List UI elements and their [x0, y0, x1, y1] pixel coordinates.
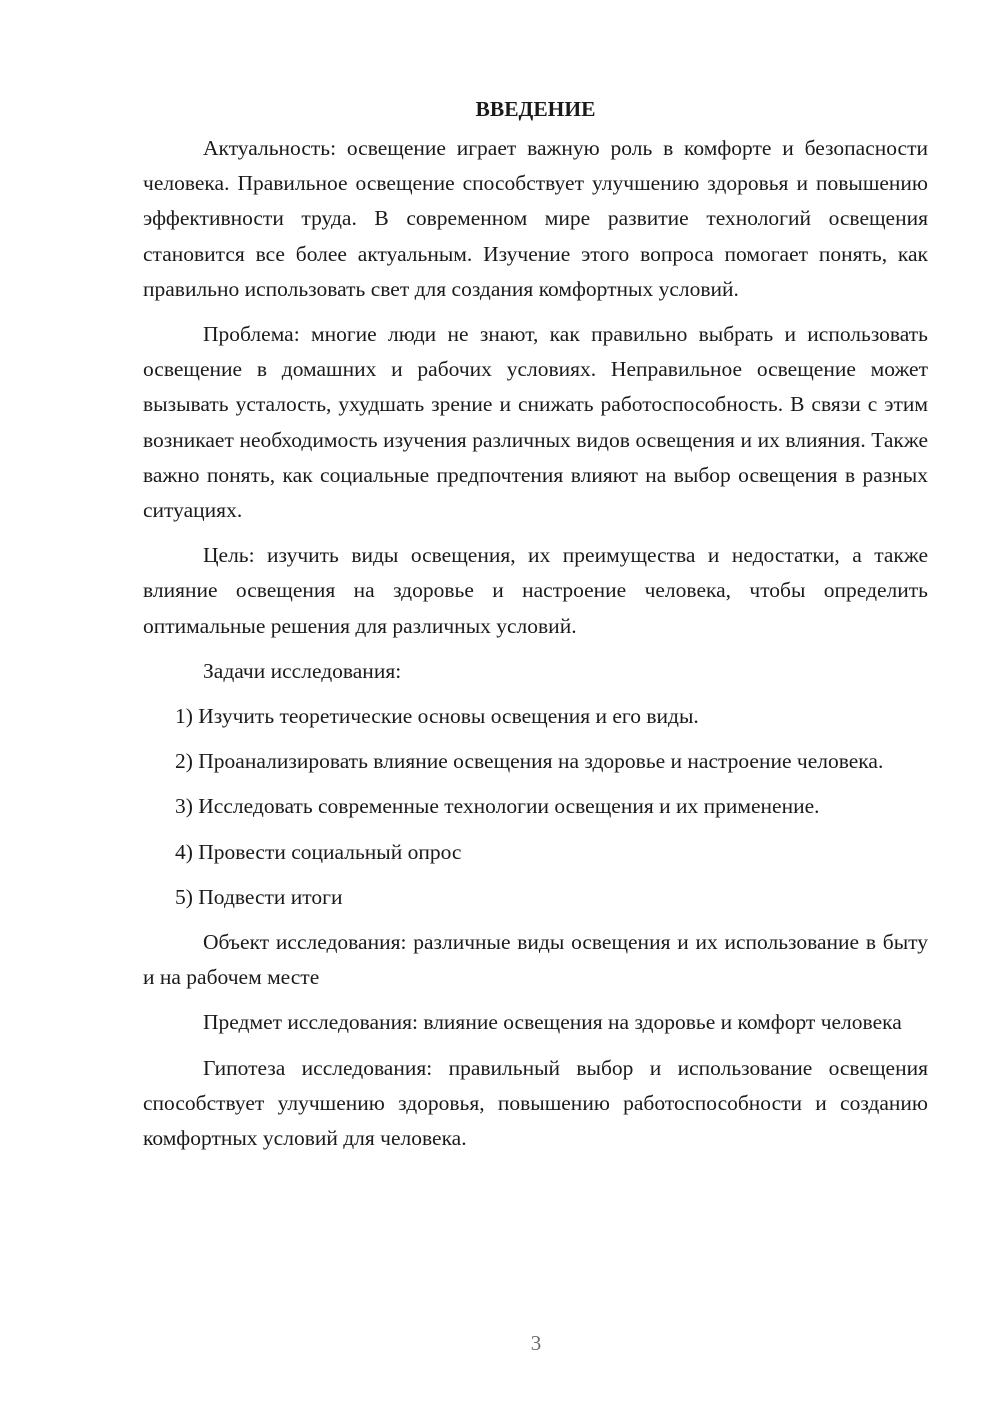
paragraph-object: Объект исследования: различные виды освещения и их использование в быту и на рабочем месте	[143, 930, 928, 990]
paragraph-subject: Предмет исследования: влияние освещения на здоровье и комфорт человека	[203, 1010, 902, 1035]
tasks-list	[143, 699, 928, 915]
section-title: ВВЕДЕНИЕ	[475, 97, 596, 121]
tasks-heading: Задачи исследования:	[203, 658, 402, 683]
document-page	[143, 92, 928, 1166]
page-number: 3	[530, 1331, 542, 1355]
paragraph-problem: Проблема: многие люди не знают, как правильно выбрать и использовать освещение в домашних и рабочих условиях. Неправильное освещение может вызывать усталость, ухудшать зрение и снижать работоспособность. В связи с этим возникает необходимость изучения различных видов освещения и их влияния. Также важно понять, как социальные предпочтения влияют на выбор освещения в разных ситуациях.	[143, 322, 928, 523]
task-item-3: 3) Исследовать современные технологии освещения и их применение.	[175, 794, 820, 819]
paragraph-hypothesis: Гипотеза исследования: правильный выбор и использование освещения способствует улучшению здоровья, повышению работоспособности и созданию комфортных условий для человека.	[143, 1055, 928, 1151]
task-item-2: 2) Проанализировать влияние освещения на здоровье и настроение человека.	[175, 749, 884, 774]
task-item-4: 4) Провести социальный опрос	[175, 839, 462, 864]
paragraph-relevance: Актуальность: освещение играет важную роль в комфорте и безопасности человека. Правильное освещение способствует улучшению здоровья и повышению эффективности труда. В современном мире развитие технологий освещения становится все более актуальным. Изучение этого вопроса помогает понять, как правильно использовать свет для создания комфортных условий.	[143, 136, 928, 301]
paragraph-goal: Цель: изучить виды освещения, их преимущества и недостатки, а также влияние освещения на здоровье и настроение человека, чтобы определить оптимальные решения для различных условий.	[143, 543, 928, 638]
task-item-1: 1) Изучить теоретические основы освещения и его виды.	[175, 704, 699, 729]
task-item-5: 5) Подвести итоги	[175, 884, 343, 909]
